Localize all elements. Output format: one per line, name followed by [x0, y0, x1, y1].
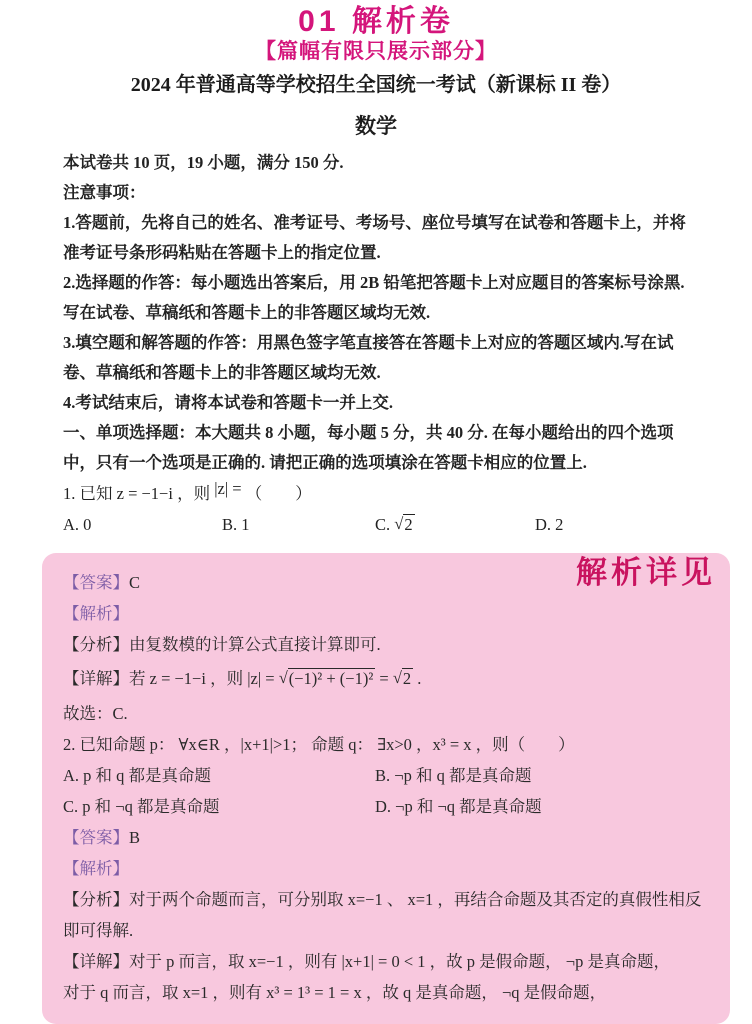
fenxi-text: 由复数模的计算公式直接计算即可.	[129, 635, 381, 654]
question-1-paren: （ ）	[245, 484, 312, 503]
question-2-options-row-1	[63, 760, 710, 791]
fenxi-label: 【分析】	[63, 890, 129, 909]
option-text: p 和 ¬q 都是真命题	[82, 797, 220, 816]
question-2-option-d	[375, 791, 710, 822]
radicand: (−1)² + (−1)²	[288, 669, 374, 688]
subject-title: 数学	[355, 114, 397, 138]
radicand: 2	[404, 515, 413, 534]
notice-item-3: 3.填空题和解答题的作答：用黑色签字笔直接答在答题卡上对应的答题区域内.写在试卷、草稿纸和答题卡上的非答题区域均无效.	[63, 333, 674, 382]
notice-item-4: 4.考试结束后，请将本试卷和答题卡一并上交.	[63, 393, 393, 412]
option-label: D.	[535, 515, 552, 534]
question-1-option-b	[222, 509, 375, 541]
radical-sign: √	[278, 668, 288, 687]
question-1-options	[63, 509, 694, 541]
radicand: 2	[402, 669, 412, 688]
analysis-badge: 解析详见	[576, 555, 716, 590]
answer-2-line	[63, 822, 710, 853]
fenxi-1-line	[63, 629, 710, 660]
option-label: A.	[63, 766, 80, 785]
option-text: 1	[241, 515, 250, 534]
option-label: D.	[375, 797, 392, 816]
option-label: B.	[375, 766, 391, 785]
xiangjie-2-line	[63, 946, 710, 977]
option-label: C.	[63, 797, 79, 816]
question-1-modulus: |z| =	[214, 479, 242, 498]
option-label: B.	[222, 515, 238, 534]
notice-item-1: 1.答题前，先将自己的姓名、准考证号、考场号、座位号填写在试卷和答题卡上，并将准考证号条形码粘贴在答题卡上的指定位置.	[63, 213, 686, 262]
formula-end: .	[413, 669, 422, 688]
formula-pre: 若 z = −1−i ，则 |z| =	[129, 669, 279, 688]
radical-sign: √	[392, 668, 402, 687]
page-subtitle: 【篇幅有限只展示部分】	[255, 40, 497, 63]
fenxi-2-line	[63, 884, 710, 946]
question-1-option-c	[375, 509, 535, 541]
xiangjie-text: 对于 p 而言，取 x=−1 ，则有 |x+1| = 0 < 1 ，故 p 是假命题， ¬p 是真命题，	[129, 952, 670, 971]
paper-info-line: 本试卷共 10 页，19 小题，满分 150 分.	[63, 153, 344, 172]
radical-sign: √	[394, 514, 404, 533]
answer-value: C	[129, 573, 141, 592]
option-label: C.	[375, 515, 391, 534]
answer-label: 【答案】	[63, 828, 129, 847]
answer-label: 【答案】	[63, 573, 129, 592]
option-text: ¬p 和 q 都是真命题	[394, 766, 532, 785]
analysis-panel	[42, 553, 730, 1024]
jiexi-1-line	[63, 598, 710, 629]
option-text: ¬p 和 ¬q 都是真命题	[395, 797, 542, 816]
option-text: 0	[83, 515, 92, 534]
answer-value: B	[129, 828, 141, 847]
notice-item-2: 2.选择题的作答：每小题选出答案后，用 2B 铅笔把答题卡上对应题目的答案标号涂黑.写在试卷、草稿纸和答题卡上的非答题区域均无效.	[63, 273, 685, 322]
page-header	[0, 5, 752, 139]
question-1-option-a	[63, 509, 222, 541]
notice-title: 注意事项：	[63, 183, 146, 202]
fenxi-label: 【分析】	[63, 635, 129, 654]
question-2-stem: 2. 已知命题 p： ∀x∈R ，|x+1|>1； 命题 q： ∃x>0 ，x³ = x ，则（ ）	[63, 735, 575, 754]
question-2-option-b	[375, 760, 710, 791]
formula-mid: =	[375, 669, 393, 688]
section-heading: 一、单项选择题：本大题共 8 小题，每小题 5 分，共 40 分. 在每小题给出的四个选项中，只有一个选项是正确的. 请把正确的选项填涂在答题卡相应的位置上.	[63, 423, 674, 472]
exam-instructions	[0, 139, 752, 541]
xiangjie-1-line	[63, 660, 710, 698]
option-label: A.	[63, 515, 80, 534]
xiangjie-2-line-2: 对于 q 而言，取 x=1 ，则有 x³ = 1³ = 1 = x ，故 q 是真命题， ¬q 是假命题，	[63, 983, 607, 1002]
option-text: 2	[555, 515, 564, 534]
question-1-stem-pre: 1. 已知 z = −1−i ，则	[63, 484, 211, 503]
jiexi-label: 【解析】	[63, 859, 129, 878]
question-2-options-row-2	[63, 791, 710, 822]
jiexi-label: 【解析】	[63, 604, 129, 623]
fenxi-text: 对于两个命题而言，可分别取 x=−1 、 x=1 ，再结合命题及其否定的真假性相反即可得解.	[63, 890, 702, 940]
jiexi-2-line	[63, 853, 710, 884]
question-1-option-d	[535, 509, 694, 541]
question-2-option-a	[63, 760, 375, 791]
guxuan-1-line: 故选：C.	[63, 704, 128, 723]
question-1-stem	[63, 478, 694, 509]
option-text: p 和 q 都是真命题	[83, 766, 212, 785]
page-title: 01 解析卷	[298, 5, 454, 38]
question-2-option-c	[63, 791, 375, 822]
exam-title: 2024 年普通高等学校招生全国统一考试（新课标 II 卷）	[130, 74, 622, 96]
xiangjie-label: 【详解】	[63, 952, 129, 971]
xiangjie-label: 【详解】	[63, 669, 129, 688]
